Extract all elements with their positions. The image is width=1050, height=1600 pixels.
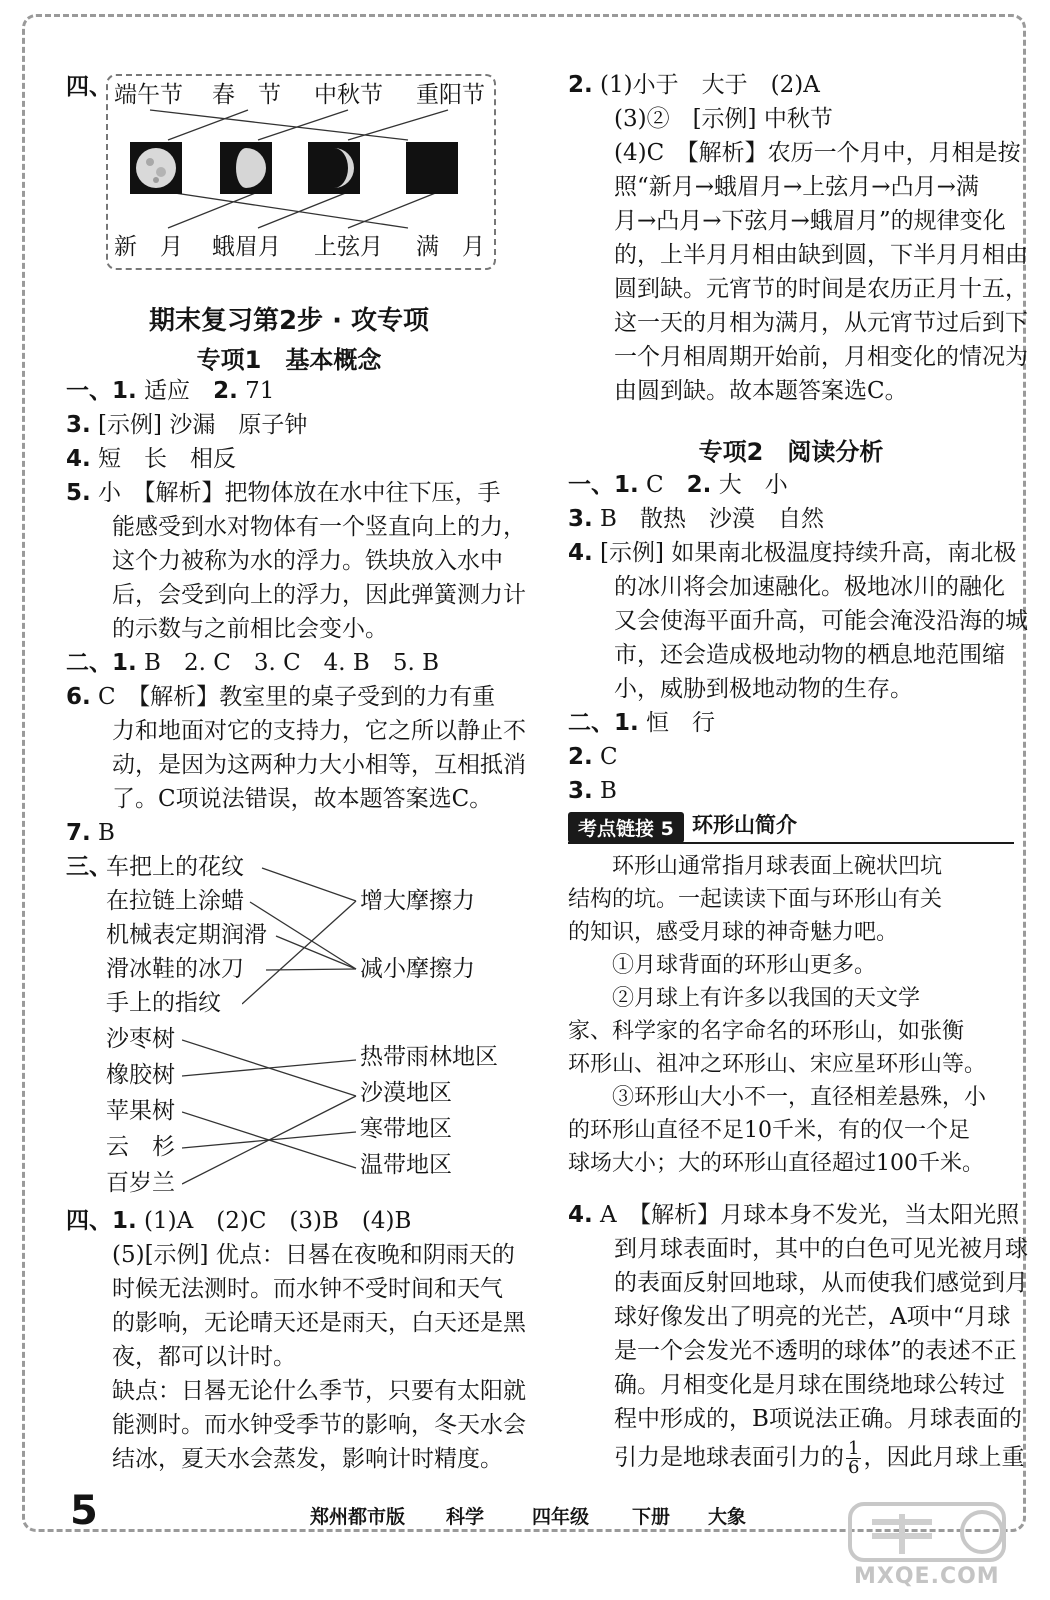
answer-line: 小，威胁到极地动物的生存。 xyxy=(614,676,913,702)
answer-line: 缺点：日晷无论什么季节，只要有太阳就 xyxy=(112,1378,526,1404)
new-moon-icon xyxy=(406,142,458,194)
answer-line: 7. B xyxy=(66,820,115,846)
full-moon-icon xyxy=(130,142,182,194)
answer-line: (4)C 【解析】农历一个月中，月相是按 xyxy=(614,140,1021,166)
footer-publisher: 大象 xyxy=(708,1506,747,1528)
answer-line: 二、1. 恒 行 xyxy=(568,710,716,736)
footer-edition: 郑州都市版 xyxy=(310,1506,406,1528)
answer-line: 夜，都可以计时。 xyxy=(112,1344,296,1370)
answer-line: 力和地面对它的支持力，它之所以静止不 xyxy=(112,718,526,744)
box-line: ③环形山大小不一，直径相差悬殊，小 xyxy=(568,1085,987,1110)
answer-line: 的冰川将会加速融化。极地冰川的融化 xyxy=(614,574,1005,600)
match-left-item: 橡胶树 xyxy=(106,1062,175,1088)
moon-festival-matching-box xyxy=(106,74,496,270)
answer-line: 5. 小 【解析】把物体放在水中往下压，手 xyxy=(66,480,501,506)
answer-line: 是一个会发光不透明的球体”的表述不正 xyxy=(614,1338,1017,1364)
answer-line: 这一天的月相为满月，从元宵节过后到下 xyxy=(614,310,1028,336)
answer-line: 一、1. C 2. 大 小 xyxy=(568,472,788,498)
section-title: 期末复习第2步 · 攻专项 xyxy=(148,306,430,336)
footer-volume: 下册 xyxy=(632,1506,671,1528)
answer-line: 3. B 散热 沙漠 自然 xyxy=(568,506,824,532)
gibbous-moon-icon xyxy=(220,142,272,194)
festival-label: 重阳节 xyxy=(416,82,485,108)
footer-grade: 四年级 xyxy=(532,1506,590,1528)
match-right-item: 沙漠地区 xyxy=(360,1080,452,1106)
match-left-item: 机械表定期润滑 xyxy=(106,922,267,948)
festival-label: 中秋节 xyxy=(314,82,383,108)
answer-line: 四、1. (1)A (2)C (3)B (4)B xyxy=(66,1208,412,1234)
phase-label: 上弦月 xyxy=(314,234,383,260)
phase-label: 蛾眉月 xyxy=(212,234,281,260)
page-number: 5 xyxy=(70,1488,98,1534)
match-right-item: 热带雨林地区 xyxy=(360,1044,498,1070)
answer-line: 3. [示例] 沙漏 原子钟 xyxy=(66,412,308,438)
answer-line: 一、1. 适应 2. 71 xyxy=(66,378,275,404)
match-right-item: 温带地区 xyxy=(360,1152,452,1178)
answer-line: 又会使海平面升高，可能会淹没沿海的城 xyxy=(614,608,1028,634)
answer-line: 的示数与之前相比会变小。 xyxy=(112,616,388,642)
answer-line: 后，会受到向上的浮力，因此弹簧测力计 xyxy=(112,582,526,608)
crescent-moon-icon xyxy=(308,142,360,194)
answer-line: 4. A 【解析】月球本身不发光，当太阳光照 xyxy=(568,1202,1020,1228)
friction-connector-lines xyxy=(242,852,362,1022)
subsection-title: 专项1 基本概念 xyxy=(196,346,382,374)
answer-line: 3. B xyxy=(568,778,617,804)
knowledge-link-title: 环形山简介 xyxy=(692,813,797,837)
watermark-text: MXQE.COM xyxy=(854,1564,1000,1589)
box-line: 的环形山直径不足10千米，有的仅一个足 xyxy=(568,1118,970,1143)
answer-line: 圆到缺。元宵节的时间是农历正月十五， xyxy=(614,276,1028,302)
fraction-one-sixth: $\frac{1}{6}$ xyxy=(848,1438,860,1478)
answer-line: 能测时。而水钟受季节的影响，冬天水会 xyxy=(112,1412,526,1438)
answer-line: 市，还会造成极地动物的栖息地范围缩 xyxy=(614,642,1005,668)
plant-region-connector-lines xyxy=(182,1024,362,1194)
answer-line: 到月球表面时，其中的白色可见光被月球 xyxy=(614,1236,1028,1262)
box-line: 球场大小；大的环形山直径超过100千米。 xyxy=(568,1151,984,1176)
match-left-item: 手上的指纹 xyxy=(106,990,221,1016)
section-four-marker: 四、 xyxy=(66,74,112,100)
answer-line: 一个月相周期开始前，月相变化的情况为 xyxy=(614,344,1028,370)
box-line: ②月球上有许多以我国的天文学 xyxy=(568,986,921,1011)
section-three-marker: 三、 xyxy=(66,854,112,880)
answer-line: 能感受到水对物体有一个竖直向上的力， xyxy=(112,514,526,540)
answer-line: 时候无法测时。而水钟不受时间和天气 xyxy=(112,1276,503,1302)
answer-line: 动，是因为这两种力大小相等，互相抵消 xyxy=(112,752,526,778)
answer-line: 确。月相变化是月球在围绕地球公转过 xyxy=(614,1372,1005,1398)
answer-line: 月→凸月→下弦月→蛾眉月”的规律变化 xyxy=(614,208,1006,234)
box-line: ①月球背面的环形山更多。 xyxy=(568,953,877,978)
site-watermark-logo xyxy=(832,1500,1022,1592)
answer-line: 4. [示例] 如果南北极温度持续升高，南北极 xyxy=(568,540,1017,566)
box-line: 环形山通常指月球表面上碗状凹坑 xyxy=(568,854,943,879)
answer-line: 6. C 【解析】教室里的桌子受到的力有重 xyxy=(66,684,496,710)
festival-label: 端午节 xyxy=(114,82,183,108)
match-left-item: 沙枣树 xyxy=(106,1026,175,1052)
answer-line: 了。C项说法错误，故本题答案选C。 xyxy=(112,786,493,812)
match-right-item: 减小摩擦力 xyxy=(360,956,475,982)
answer-line: 的表面反射回地球，从而使我们感觉到月 xyxy=(614,1270,1028,1296)
match-left-item: 苹果树 xyxy=(106,1098,175,1124)
box-line: 环形山、祖冲之环形山、宋应星环形山等。 xyxy=(568,1052,987,1077)
answer-line: 二、1. B 2. C 3. C 4. B 5. B xyxy=(66,650,439,676)
match-right-item: 寒带地区 xyxy=(360,1116,452,1142)
answer-line: 的，上半月月相由缺到圆，下半月月相由 xyxy=(614,242,1028,268)
answer-line: (5)[示例] 优点：日晷在夜晚和阴雨天的 xyxy=(112,1242,515,1268)
match-left-item: 百岁兰 xyxy=(106,1170,175,1196)
box-line: 家、科学家的名字命名的环形山，如张衡 xyxy=(568,1019,965,1044)
page-footer xyxy=(70,1488,747,1534)
box-line: 的知识，感受月球的神奇魅力吧。 xyxy=(568,920,899,945)
match-left-item: 滑冰鞋的冰刀 xyxy=(106,956,244,982)
match-left-item: 云 杉 xyxy=(106,1134,175,1160)
match-right-item: 增大摩擦力 xyxy=(360,888,475,914)
footer-subject: 科学 xyxy=(446,1506,485,1528)
phase-label: 新 月 xyxy=(114,234,183,260)
answer-line: 结冰，夏天水会蒸发，影响计时精度。 xyxy=(112,1446,503,1472)
festival-label: 春 节 xyxy=(212,82,281,108)
answer-line: 这个力被称为水的浮力。铁块放入水中 xyxy=(112,548,503,574)
answer-line: 的影响，无论晴天还是雨天，白天还是黑 xyxy=(112,1310,526,1336)
answer-line: (3)② [示例] 中秋节 xyxy=(614,106,833,132)
answer-line: 球好像发出了明亮的光芒，A项中“月球 xyxy=(614,1304,1011,1330)
phase-label: 满 月 xyxy=(416,234,485,260)
match-left-item: 车把上的花纹 xyxy=(106,854,244,880)
knowledge-link-rule xyxy=(568,842,1014,844)
box-line: 结构的坑。一起读读下面与环形山有关 xyxy=(568,887,943,912)
subsection-title: 专项2 阅读分析 xyxy=(698,438,884,466)
answer-line: 2. C xyxy=(568,744,618,770)
answer-line: 引力是地球表面引力的 $\frac{1}{6}$ ，因此月球上重 xyxy=(614,1438,1025,1478)
answer-line: 照“新月→蛾眉月→上弦月→凸月→满 xyxy=(614,174,979,200)
knowledge-link-tag: 考点链接 5 xyxy=(568,812,684,843)
match-left-item: 在拉链上涂蜡 xyxy=(106,888,244,914)
answer-line: 4. 短 长 相反 xyxy=(66,446,237,472)
answer-line: 由圆到缺。故本题答案选C。 xyxy=(614,378,908,404)
answer-line: 2. (1)小于 大于 (2)A xyxy=(568,72,820,98)
answer-line: 程中形成的，B项说法正确。月球表面的 xyxy=(614,1406,1022,1432)
